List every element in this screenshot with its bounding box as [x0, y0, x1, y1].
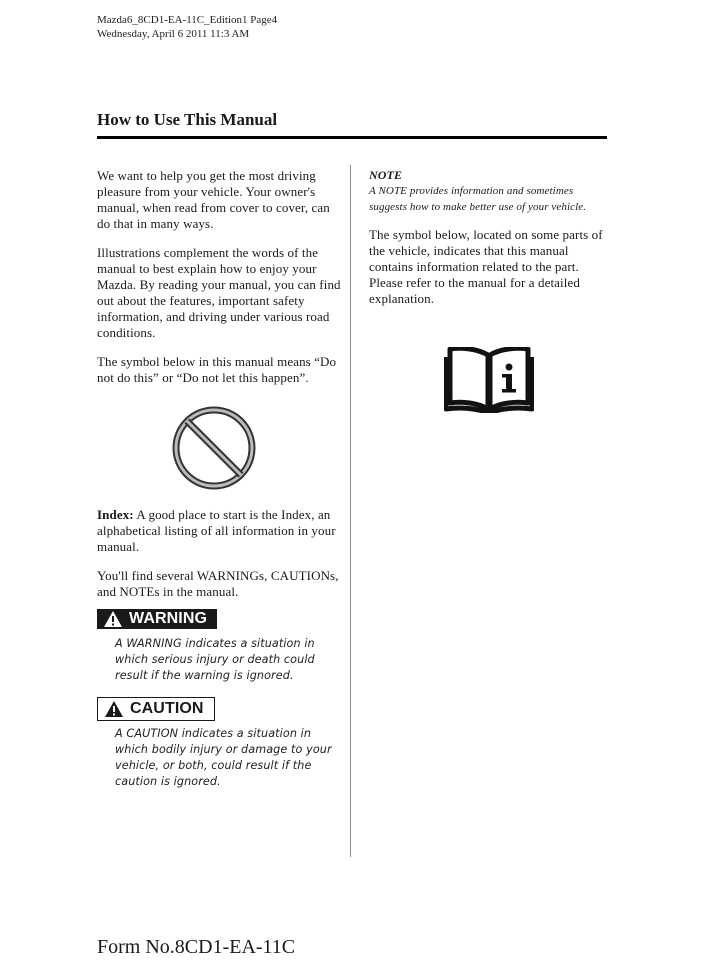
warnings-paragraph: You'll find several WARNINGs, CAUTIONs, and NOTEs in the manual. [97, 568, 339, 599]
illustrations-paragraph: Illustrations complement the words of the manual to best explain how to enjoy your Mazda. By reading your manual, you can find out about the features, important safety information, and driving under various road conditions. [97, 245, 341, 340]
note-body: A NOTE provides information and sometimes suggests how to make better use of your vehicle. [369, 185, 587, 213]
prohibited-icon-area [97, 386, 341, 507]
warning-badge [97, 609, 217, 629]
form-number: Form No.8CD1-EA-11C [97, 936, 296, 958]
header-date-line: Wednesday, April 6 2011 11:3 AM [97, 28, 250, 40]
header-file-line: Mazda6_8CD1-EA-11C_Edition1 Page4 [97, 14, 278, 26]
index-paragraph [97, 507, 341, 555]
note-heading: NOTE [369, 168, 403, 182]
prohibited-icon [171, 405, 257, 491]
manual-symbol-paragraph: The symbol below, located on some parts of the vehicle, indicates that this manual contains information related to the part. Please refer to the manual for a detailed explanation. [369, 227, 603, 306]
intro-paragraph: We want to help you get the most driving pleasure from your vehicle. Your owner's manual, when read from cover to cover, can do that in many ways. [97, 168, 330, 231]
index-text: A good place to start is the Index, an alphabetical listing of all information in your manual. [97, 507, 336, 554]
right-column [369, 168, 609, 307]
index-label: Index: [97, 507, 134, 522]
column-divider [350, 165, 351, 857]
caution-badge [97, 697, 215, 721]
left-column [97, 168, 341, 790]
caution-text: A CAUTION indicates a situation in which bodily injury or damage to your vehicle, or both, could result if the caution is ignored. [115, 727, 332, 788]
page-header-stamp [97, 13, 277, 41]
warning-label: WARNING [129, 610, 208, 627]
caution-label: CAUTION [130, 700, 204, 717]
warning-text: A WARNING indicates a situation in which serious injury or death could result if the warning is ignored. [115, 637, 315, 682]
page-title: How to Use This Manual [97, 110, 278, 129]
caution-triangle-icon [104, 700, 124, 718]
title-rule [97, 136, 607, 139]
symbol-paragraph: The symbol below in this manual means “Do not do this” or “Do not let this happen”. [97, 354, 337, 385]
warning-triangle-icon [103, 610, 123, 628]
manual-info-icon [444, 347, 534, 413]
